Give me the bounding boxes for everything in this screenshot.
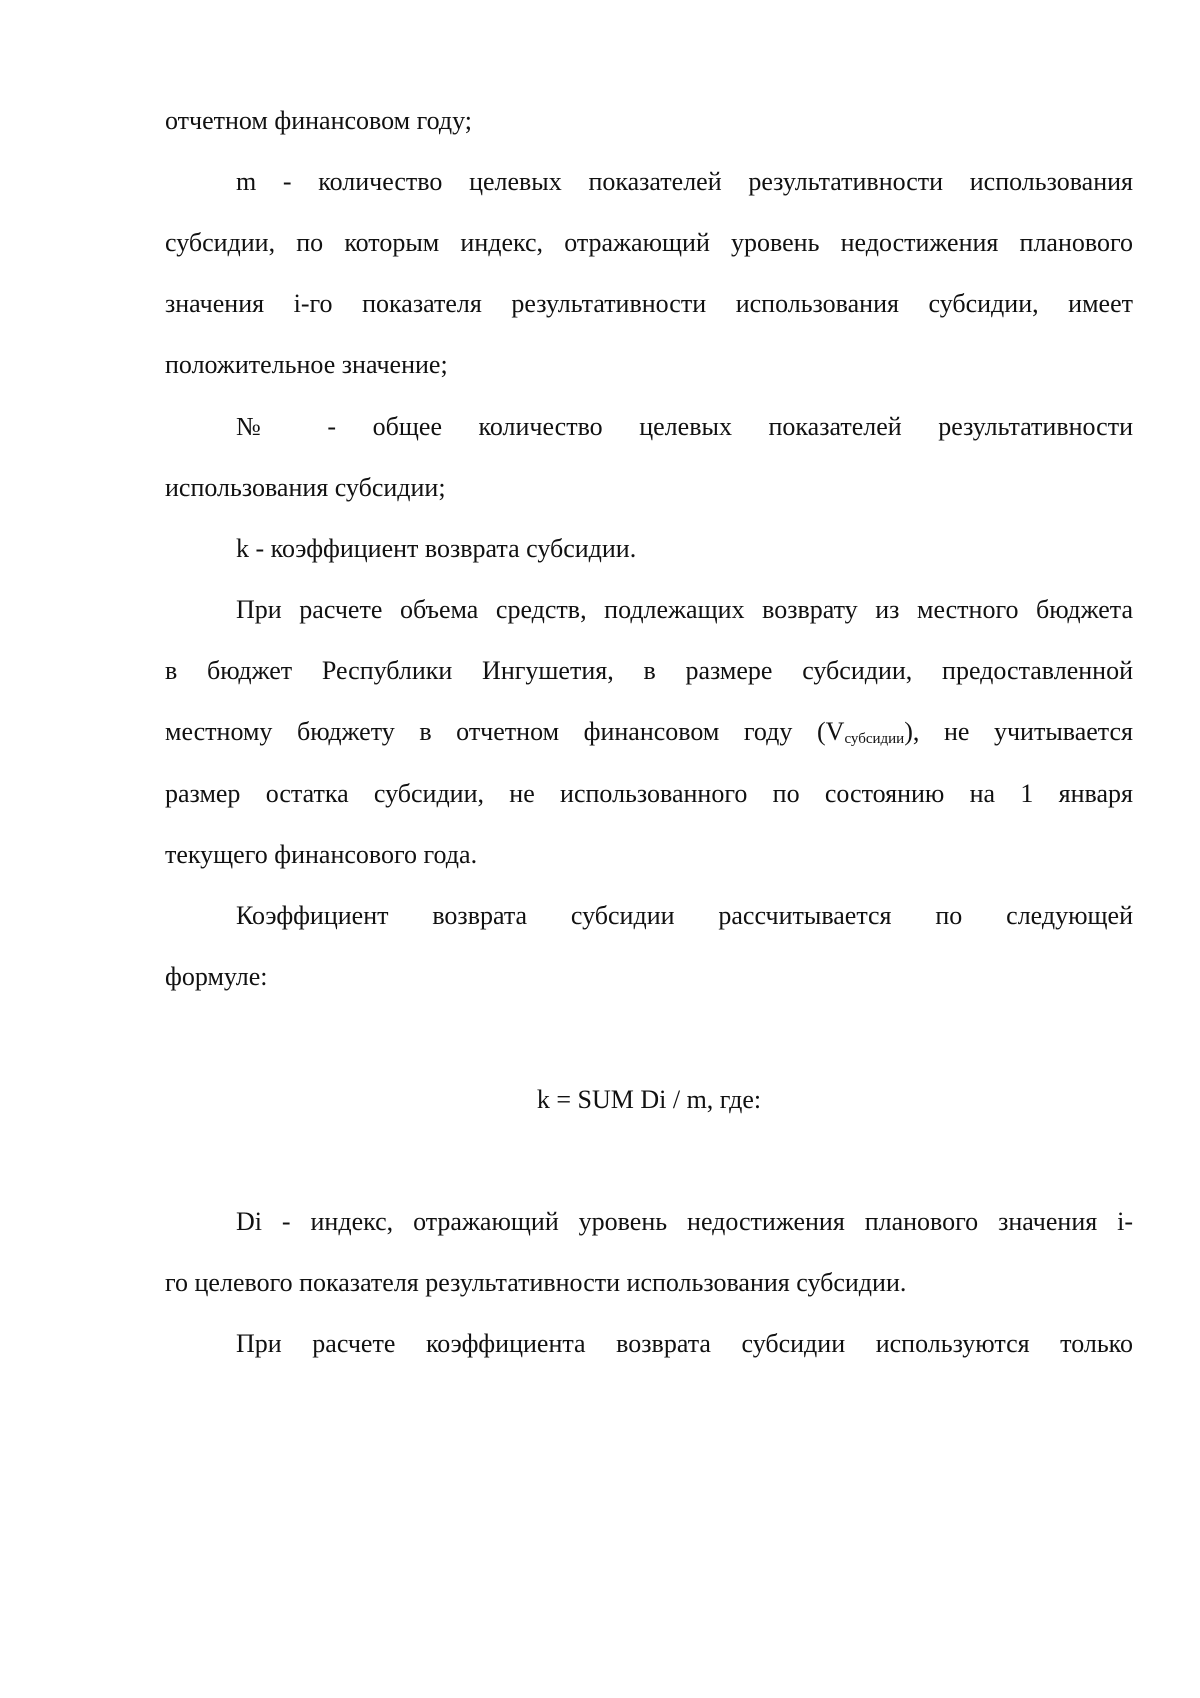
text-line: № - общее количество целевых показателей результативности xyxy=(236,412,1133,441)
text-line: размер остатка субсидии, не использованного по состоянию на 1 января xyxy=(165,779,1133,808)
text-line: в бюджет Республики Ингушетия, в размере субсидии, предоставленной xyxy=(165,656,1133,685)
text-line: При расчете коэффициента возврата субсидии используются только xyxy=(236,1329,1133,1358)
text-line: m - количество целевых показателей результативности использования xyxy=(236,167,1133,196)
text-line: положительное значение; xyxy=(165,350,448,379)
text-line: текущего финансового года. xyxy=(165,840,478,869)
text-line: го целевого показателя результативности использования субсидии. xyxy=(165,1268,907,1297)
formula: k = SUM Di / m, где: xyxy=(536,1085,762,1114)
text-line: Коэффициент возврата субсидии рассчитывается по следующей xyxy=(236,901,1133,930)
text-line: значения i-го показателя результативности использования субсидии, имеет xyxy=(165,289,1133,318)
subscript-text: субсидии xyxy=(844,731,905,747)
text-line: При расчете объема средств, подлежащих возврату из местного бюджета xyxy=(236,595,1133,624)
text-fragment: местному бюджету в отчетном финансовом году (V xyxy=(165,717,845,746)
text-line: субсидии, по которым индекс, отражающий уровень недостижения планового xyxy=(165,228,1133,257)
text-line: отчетном финансовом году; xyxy=(165,106,472,135)
text-line: k - коэффициент возврата субсидии. xyxy=(236,534,637,563)
text-line xyxy=(165,716,1133,755)
text-line: формуле: xyxy=(165,962,268,991)
text-line: Di - индекс, отражающий уровень недостижения планового значения i- xyxy=(236,1207,1133,1236)
text-fragment: ), не учитывается xyxy=(904,717,1133,746)
text-line: использования субсидии; xyxy=(165,473,446,502)
